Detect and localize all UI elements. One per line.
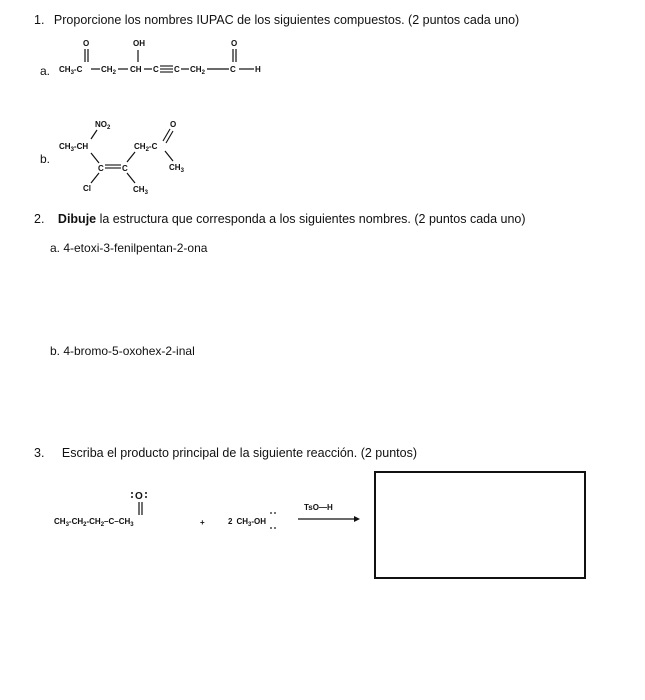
question-1-number: 1. <box>34 13 45 27</box>
svg-text:C: C <box>122 164 128 173</box>
svg-text:CH2: $CH_2$ <box>101 65 116 76</box>
question-1 <box>34 13 519 27</box>
question-3 <box>34 446 417 460</box>
question-3-text: Escriba el producto principal de la siguiente reacción. (2 puntos) <box>61 446 417 460</box>
svg-text:C: C <box>98 164 104 173</box>
q1a-o2: O <box>231 39 238 48</box>
q3-plus: + <box>200 518 205 527</box>
question-2-number: 2. <box>34 212 45 226</box>
question-3-number: 3. <box>34 446 45 460</box>
q1-a-label: a. <box>40 64 51 78</box>
svg-text:CH3: $CH_3$ <box>133 185 148 196</box>
q1-b-structure <box>55 115 215 200</box>
q3-reactant: $CH_3-CH_2-CH_2-C-CH_3$ <box>54 517 134 528</box>
svg-text:CH: CH <box>130 65 142 74</box>
svg-text:CH3-CH: $CH_3-CH$ <box>59 142 89 153</box>
q1-a-structure <box>55 36 285 86</box>
svg-text:H: H <box>255 65 261 74</box>
svg-text:CH3: $CH_3$ <box>169 163 184 174</box>
svg-text:CH2-C: $CH_2-C$ <box>134 142 158 153</box>
svg-text:CH3-C: $CH_3-C$ <box>59 65 83 76</box>
svg-text:Cl: Cl <box>83 184 91 193</box>
question-2-bold: Dibuje <box>57 212 97 226</box>
svg-text:C: C <box>153 65 159 74</box>
question-2-text: la estructura que corresponda a los siguientes nombres. (2 puntos cada uno) <box>96 212 526 226</box>
svg-text:O: O <box>170 120 177 129</box>
svg-text:NO2: $NO_2$ <box>95 120 111 131</box>
q3-ketone-o: O <box>135 491 143 502</box>
q1-b-label: b. <box>40 152 51 166</box>
q1a-oh: OH <box>133 39 145 48</box>
question-1-text: Proporcione los nombres IUPAC de los siguientes compuestos. (2 puntos cada uno) <box>53 13 520 27</box>
q2-a: a. 4-etoxi-3-fenilpentan-2-ona <box>50 241 208 255</box>
q3-reaction <box>48 485 368 535</box>
q3-catalyst: TsO—H <box>304 503 333 512</box>
q1a-o1: O <box>83 39 90 48</box>
svg-text:CH2: $CH_2$ <box>190 65 205 76</box>
svg-text:C: C <box>230 65 236 74</box>
q3-methanol: 2 $CH_3-OH$ <box>228 517 267 528</box>
question-2 <box>34 212 526 226</box>
q2-b: b. 4-bromo-5-oxohex-2-inal <box>50 344 195 358</box>
answer-box[interactable] <box>374 471 586 579</box>
svg-text:C: C <box>174 65 180 74</box>
